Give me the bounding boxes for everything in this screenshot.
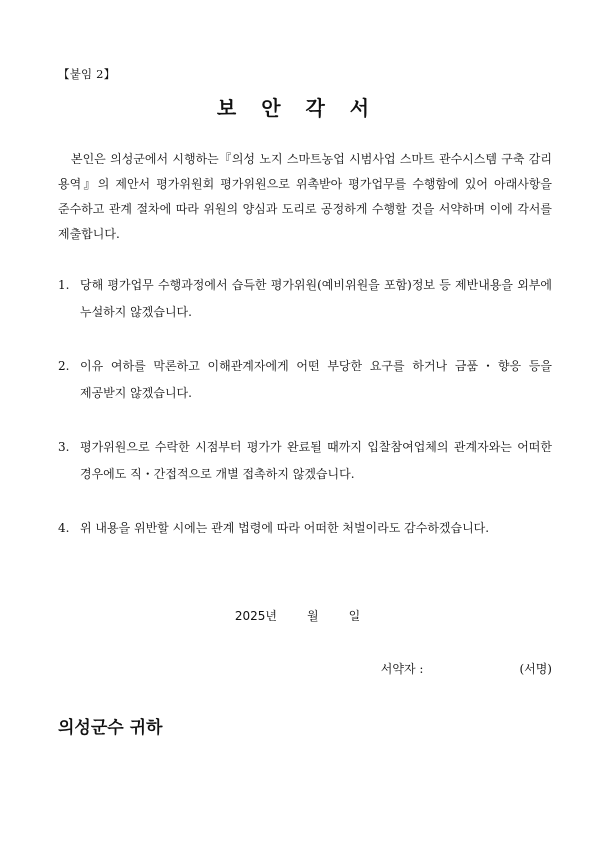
date-line [0, 607, 595, 624]
item-number: 1. [58, 278, 70, 292]
pledge-item-4 [58, 515, 552, 542]
item-text: 위 내용을 위반할 시에는 관계 법령에 따라 어떠한 처벌이라도 감수하겠습니다. [80, 521, 490, 535]
date-day: 일 [348, 609, 361, 623]
item-number: 2. [58, 359, 70, 373]
pledge-item-2 [58, 353, 552, 407]
date-year: 2025년 [234, 609, 277, 623]
pledge-item-1 [58, 272, 552, 326]
signer-label: 서약자 : [380, 662, 424, 676]
attachment-label: 【붙임 2】 [58, 67, 116, 81]
pledge-items [58, 272, 552, 569]
item-text: 이유 여하를 막론하고 이해관계자에게 어떤 부당한 요구를 하거나 금품・향응 등을 제공받지 않겠습니다. [80, 359, 552, 400]
date-month: 월 [306, 609, 319, 623]
pledge-item-3 [58, 434, 552, 488]
item-text: 평가위원으로 수락한 시점부터 평가가 완료될 때까지 입찰참여업체의 관계자와는 어떠한 경우에도 직・간접적으로 개별 접촉하지 않겠습니다. [80, 440, 552, 481]
document-title: 보 안 각 서 [216, 96, 379, 120]
addressee: 의성군수 귀하 [58, 718, 163, 738]
item-text: 당해 평가업무 수행과정에서 습득한 평가위원(예비위원을 포함)정보 등 제반내용을 외부에 누설하지 않겠습니다. [80, 278, 552, 319]
signature-line [381, 660, 552, 677]
signature-mark: (서명) [519, 662, 552, 676]
item-number: 3. [58, 440, 70, 454]
item-number: 4. [58, 521, 70, 535]
intro-paragraph: 본인은 의성군에서 시행하는『의성 노지 스마트농업 시범사업 스마트 관수시스템 구축 감리 용역』의 제안서 평가위원회 평가위원으로 위촉받아 평가업무를 수행함에 있어 아래사항을 준수하고 관계 절차에 따라 위원의 양심과 도리로 공정하게 수행할 것을 서약하며 이에 각서를 제출합니다. [58, 152, 552, 241]
